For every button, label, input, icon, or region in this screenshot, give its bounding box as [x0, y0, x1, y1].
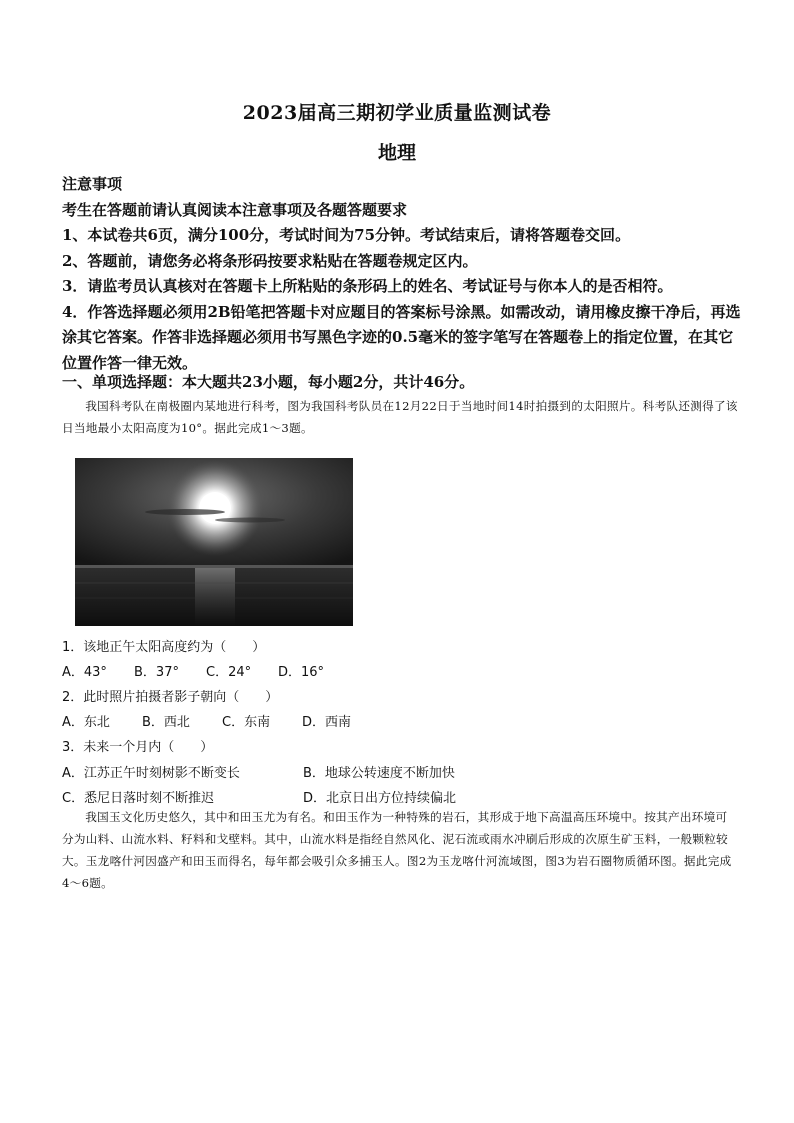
exam-title: 2023届高三期初学业质量监测试卷: [242, 102, 552, 124]
notice-line: 考生在答题前请认真阅读本注意事项及各题答题要求: [62, 200, 408, 219]
notice-line: 2、答题前，请您务必将条形码按要求粘贴在答题卷规定区内。: [62, 251, 478, 270]
question-1-stem: 1．该地正午太阳高度约为（ ）: [62, 640, 266, 655]
exam-subject: 地理: [377, 142, 416, 164]
option-d[interactable]: D．西南: [302, 715, 352, 730]
question-2-options: [62, 711, 382, 730]
option-b[interactable]: B．西北: [142, 715, 190, 730]
notice-line: 4．作答选择题必须用2B铅笔把答题卡对应题目的答案标号涂黑。如需改动，请用橡皮擦干净后，再选涂其它答案。作答非选择题必须用书写黑色字迹的0.5毫米的签字笔写在答题卷上的指定位置，在其它位置作答一律无效。: [62, 302, 741, 372]
option-b[interactable]: B．37°: [134, 665, 179, 680]
passage-jade: 我国玉文化历史悠久，其中和田玉尤为有名。和田玉作为一种特殊的岩石，其形成于地下高温高压环境中。按其产出环境可分为山料、山流水料、籽料和戈壁料。其中，山流水料是指经自然风化、泥石流或雨水冲刷后形成的次原生矿玉料，一般颗粒较大。玉龙喀什河因盛产和田玉而得名，每年都会吸引众多捕玉人。图2为玉龙喀什河流域图，图3为岩石圈物质循环图。据此完成4～6题。: [62, 810, 732, 890]
notice-line: 3．请监考员认真核对在答题卡上所粘贴的条形码上的姓名、考试证号与你本人的是否相符。: [62, 277, 673, 295]
question-1-options: [62, 661, 350, 680]
option-c[interactable]: C．东南: [222, 715, 271, 730]
notice-line: 1、本试卷共6页，满分100分，考试时间为75分钟。考试结束后，请将答题卷交回。: [62, 226, 631, 244]
sun-over-sea-photo: [75, 458, 353, 626]
notice-heading: 注意事项: [62, 175, 123, 193]
question-2-stem: 2．此时照片拍摄者影子朝向（ ）: [62, 690, 279, 705]
option-a[interactable]: A．江苏正午时刻树影不断变长: [62, 766, 240, 781]
notice-block: [62, 172, 742, 376]
option-a[interactable]: A．东北: [62, 715, 110, 730]
section-heading: 一、单项选择题：本大题共23小题，每小题2分，共计46分。: [62, 373, 475, 391]
question-3-options-row1: [62, 762, 455, 781]
option-a[interactable]: A．43°: [62, 665, 107, 680]
option-d[interactable]: D．北京日出方位持续偏北: [303, 791, 457, 806]
question-3-options-row2: [62, 787, 456, 806]
option-d[interactable]: D．16°: [278, 665, 325, 680]
option-c[interactable]: C．24°: [206, 665, 252, 680]
passage-intro: 我国科考队在南极圈内某地进行科考，图为我国科考队员在12月22日于当地时间14时拍摄到的太阳照片。科考队还测得了该日当地最小太阳高度为10°。据此完成1～3题。: [62, 399, 738, 435]
option-c[interactable]: C．悉尼日落时刻不断推迟: [62, 791, 215, 806]
option-b[interactable]: B．地球公转速度不断加快: [303, 766, 455, 781]
question-3-stem: 3．未来一个月内（ ）: [62, 740, 214, 755]
